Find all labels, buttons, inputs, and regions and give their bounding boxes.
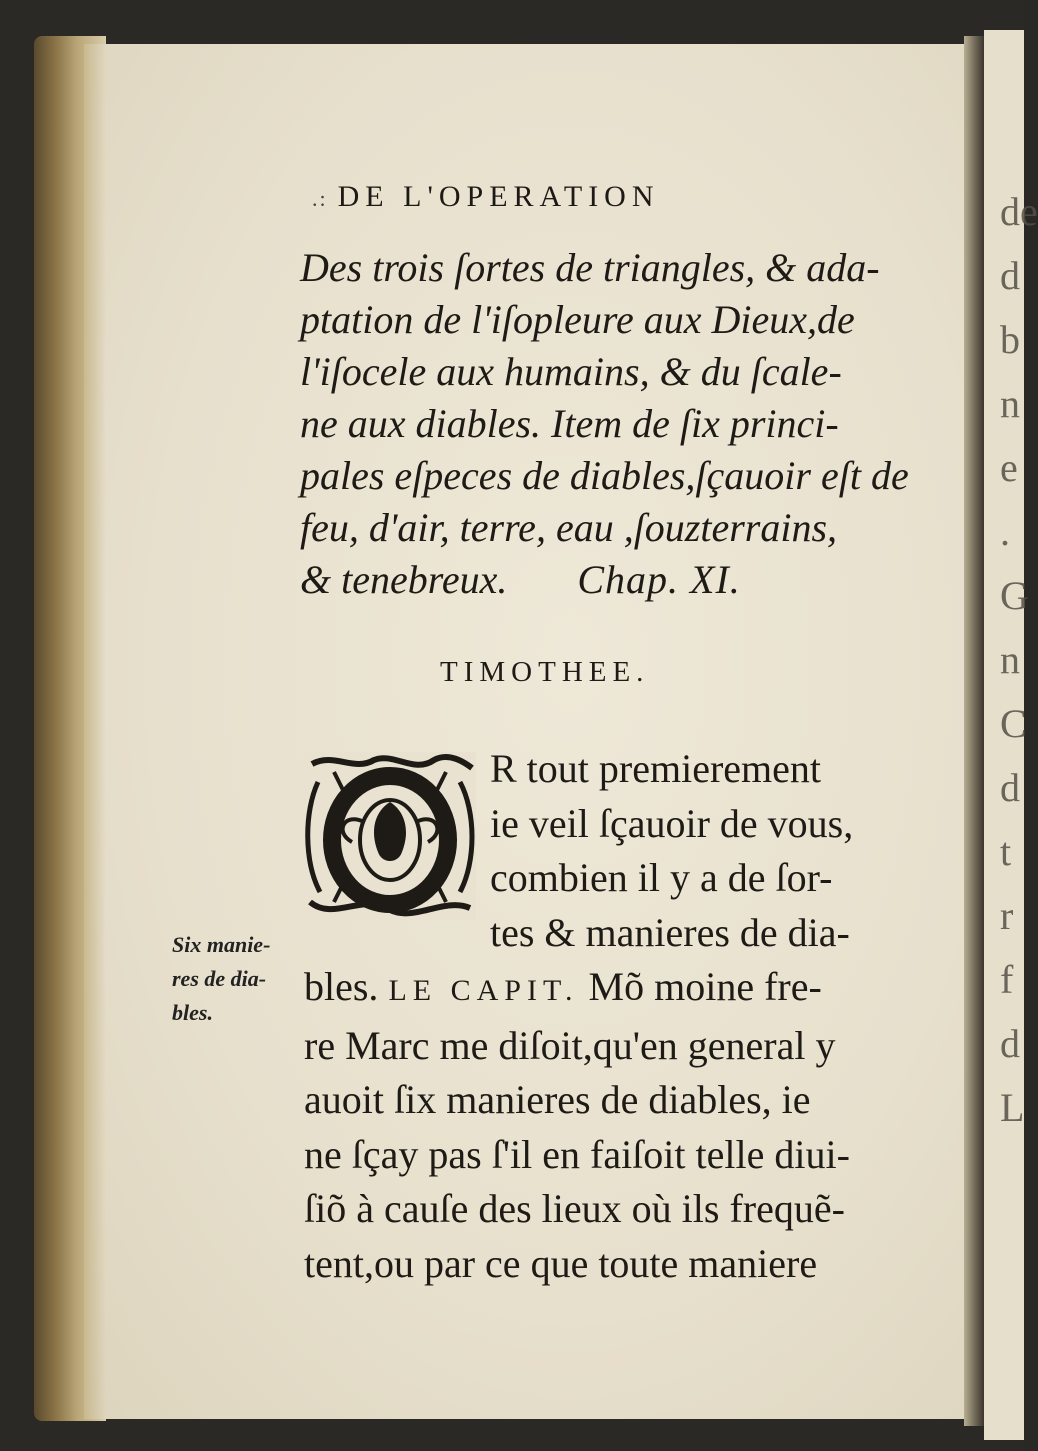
body-line: ne ſçay pas ſ'il en faiſoit telle diui- [304,1131,850,1177]
running-head-text: DE L'OPERATION [337,180,660,213]
body-line: R tout premierement [490,746,822,791]
body-line: tes & manieres de dia- [490,909,850,955]
page-edge-shadow [84,44,106,1419]
margin-note [172,928,302,1030]
heading-line: Des trois ſortes de triangles, & ada- [300,245,880,290]
margin-note-line: Six manie- [172,932,271,957]
body-line-end: Mõ moine fre- [588,964,822,1009]
body-line: tent,ou par ce que toute maniere [304,1240,818,1286]
heading-line: feu, d'air, terre, eau ,ſouzterrains, [300,505,838,550]
body-line: re Marc me diſoit,qu'en general y [304,1022,836,1068]
heading-last-line [300,554,890,606]
chapter-heading [300,242,909,606]
speaker-inline: LE CAPIT. [388,974,579,1007]
heading-line: pales eſpeces de diables,ſçauoir eſt de [300,453,909,498]
body-line: auoit ſix manieres de diables, ie [304,1077,811,1122]
speaker-name: TIMOTHEE. [440,656,650,688]
running-head [312,180,872,214]
facing-page-fragments: de d b n e . G n C d t r f d L [1000,189,1038,1130]
body-line-start: bles. [304,964,379,1009]
body-line: combien il y a de ſor- [490,855,833,900]
page-gutter [964,36,984,1426]
running-head-ornament: .: [312,186,328,211]
body-line-with-speaker [304,960,884,1019]
body-line: ſiõ à cauſe des lieux où ils frequẽ- [304,1186,845,1231]
margin-note-line: bles. [172,1000,213,1025]
body-text [304,742,884,1291]
margin-note-line: res de dia- [172,966,267,991]
heading-line: & tenebreux. [300,557,508,602]
heading-line: l'iſocele aux humains, & du ſcale- [300,349,842,394]
chapter-label: Chap. XI. [577,557,741,602]
heading-line: ptation de l'iſopleure aux Dieux,de [300,297,855,342]
body-line: ie veil ſçauoir de vous, [490,800,854,846]
heading-line: ne aux diables. Item de ſix princi- [300,401,839,446]
